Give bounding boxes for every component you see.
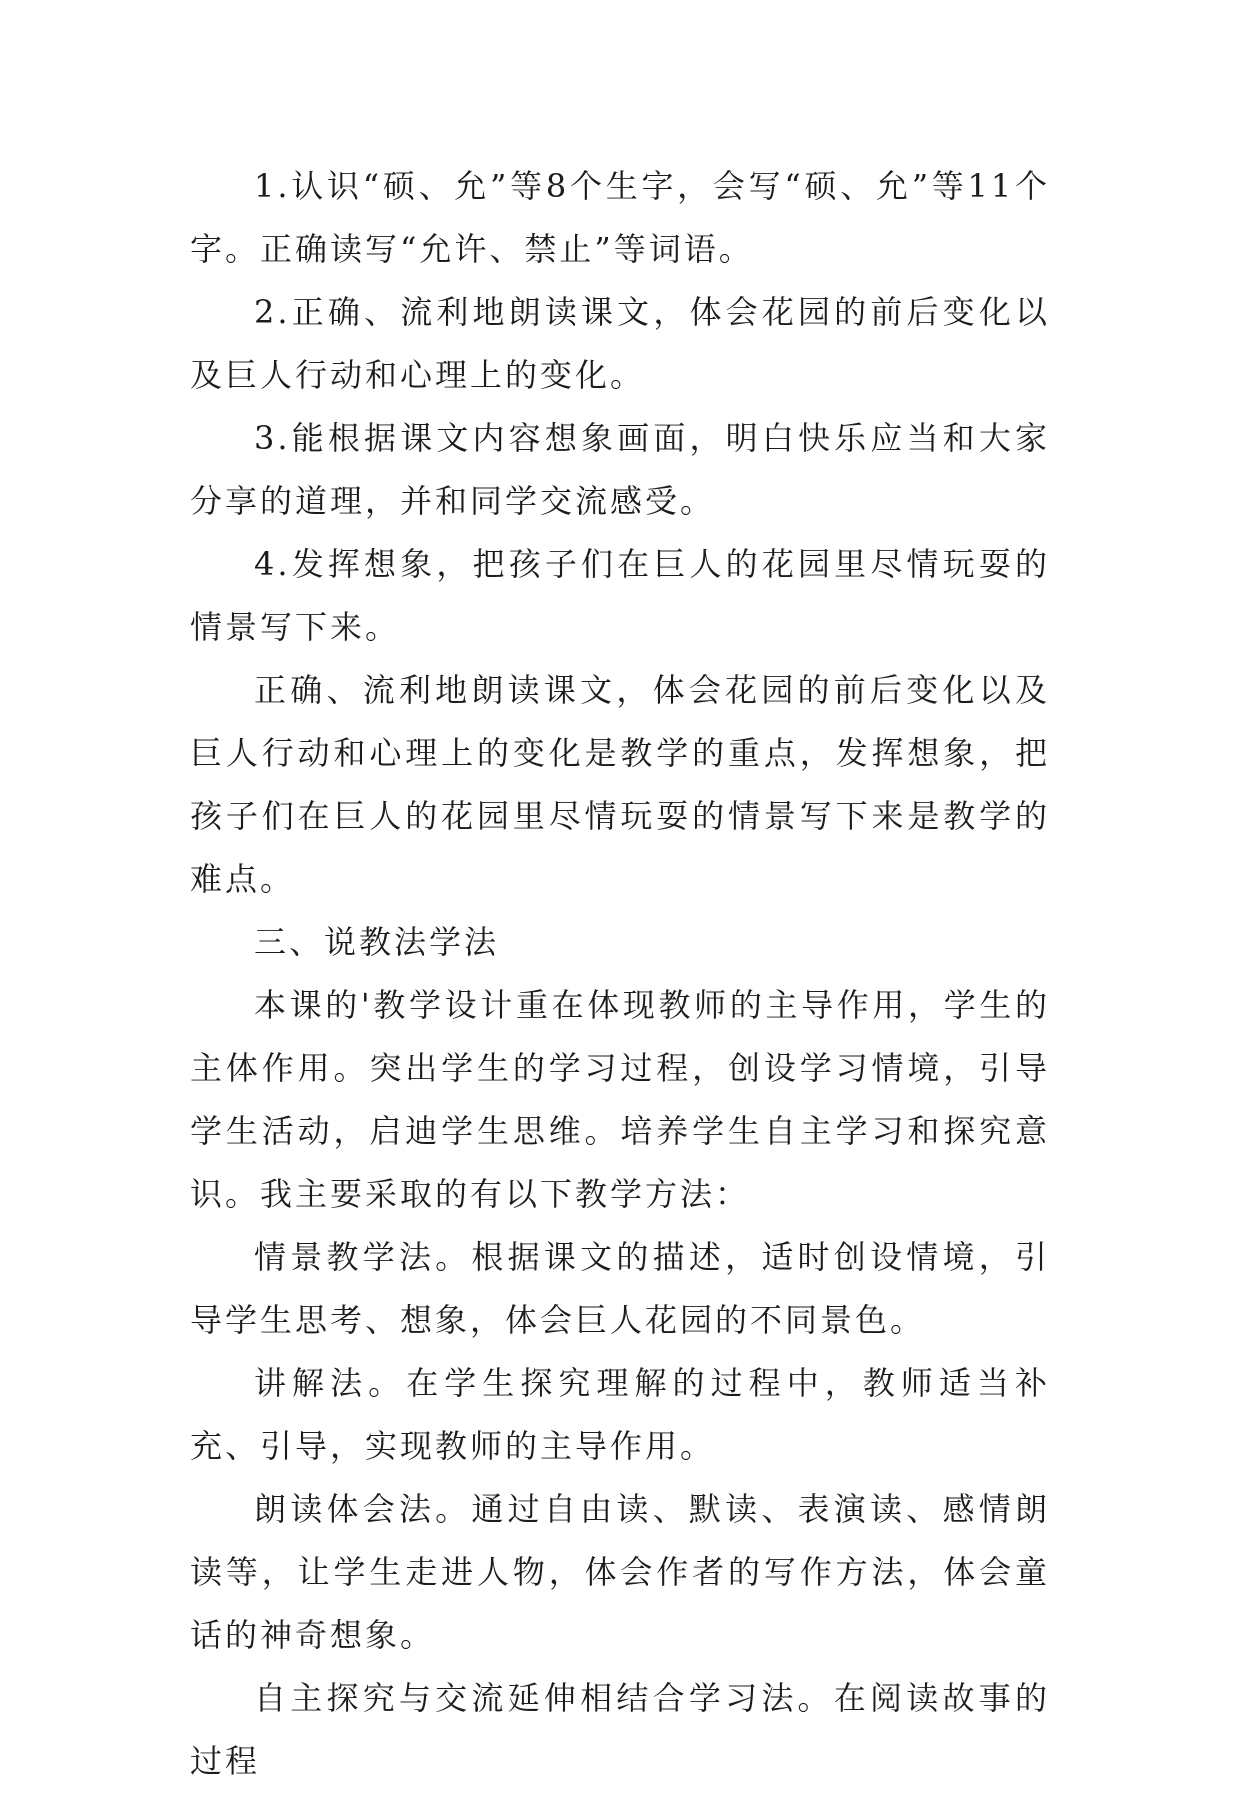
paragraph-objective-4: 4.发挥想象，把孩子们在巨人的花园里尽情玩耍的情景写下来。: [190, 545, 1050, 646]
section-heading: 三、说教法学法: [254, 923, 500, 961]
paragraph-methods-intro: 本课的'教学设计重在体现教师的主导作用，学生的主体作用。突出学生的学习过程，创设学习情境，引导学生活动，启迪学生思维。培养学生自主学习和探究意识。我主要采取的有以下教学方法：: [190, 986, 1050, 1213]
paragraph-objective-1: 1.认识“硕、允”等8个生字，会写“硕、允”等11个字。正确读写“允许、禁止”等词语。: [190, 167, 1050, 268]
paragraph-method-explanation: 讲解法。在学生探究理解的过程中，教师适当补充、引导，实现教师的主导作用。: [190, 1364, 1050, 1465]
paragraph-key-points: 正确、流利地朗读课文，体会花园的前后变化以及巨人行动和心理上的变化是教学的重点，发挥想象，把孩子们在巨人的花园里尽情玩耍的情景写下来是教学的难点。: [190, 671, 1050, 898]
document-body: [190, 155, 1050, 1793]
paragraph-method-scenario: 情景教学法。根据课文的描述，适时创设情境，引导学生思考、想象，体会巨人花园的不同景色。: [190, 1238, 1050, 1339]
paragraph-method-reading: 朗读体会法。通过自由读、默读、表演读、感情朗读等，让学生走进人物，体会作者的写作方法，体会童话的神奇想象。: [190, 1490, 1050, 1654]
paragraph-method-inquiry: 自主探究与交流延伸相结合学习法。在阅读故事的过程: [190, 1679, 1050, 1780]
paragraph-objective-2: 2.正确、流利地朗读课文，体会花园的前后变化以及巨人行动和心理上的变化。: [190, 293, 1050, 394]
paragraph-objective-3: 3.能根据课文内容想象画面，明白快乐应当和大家分享的道理，并和同学交流感受。: [190, 419, 1050, 520]
